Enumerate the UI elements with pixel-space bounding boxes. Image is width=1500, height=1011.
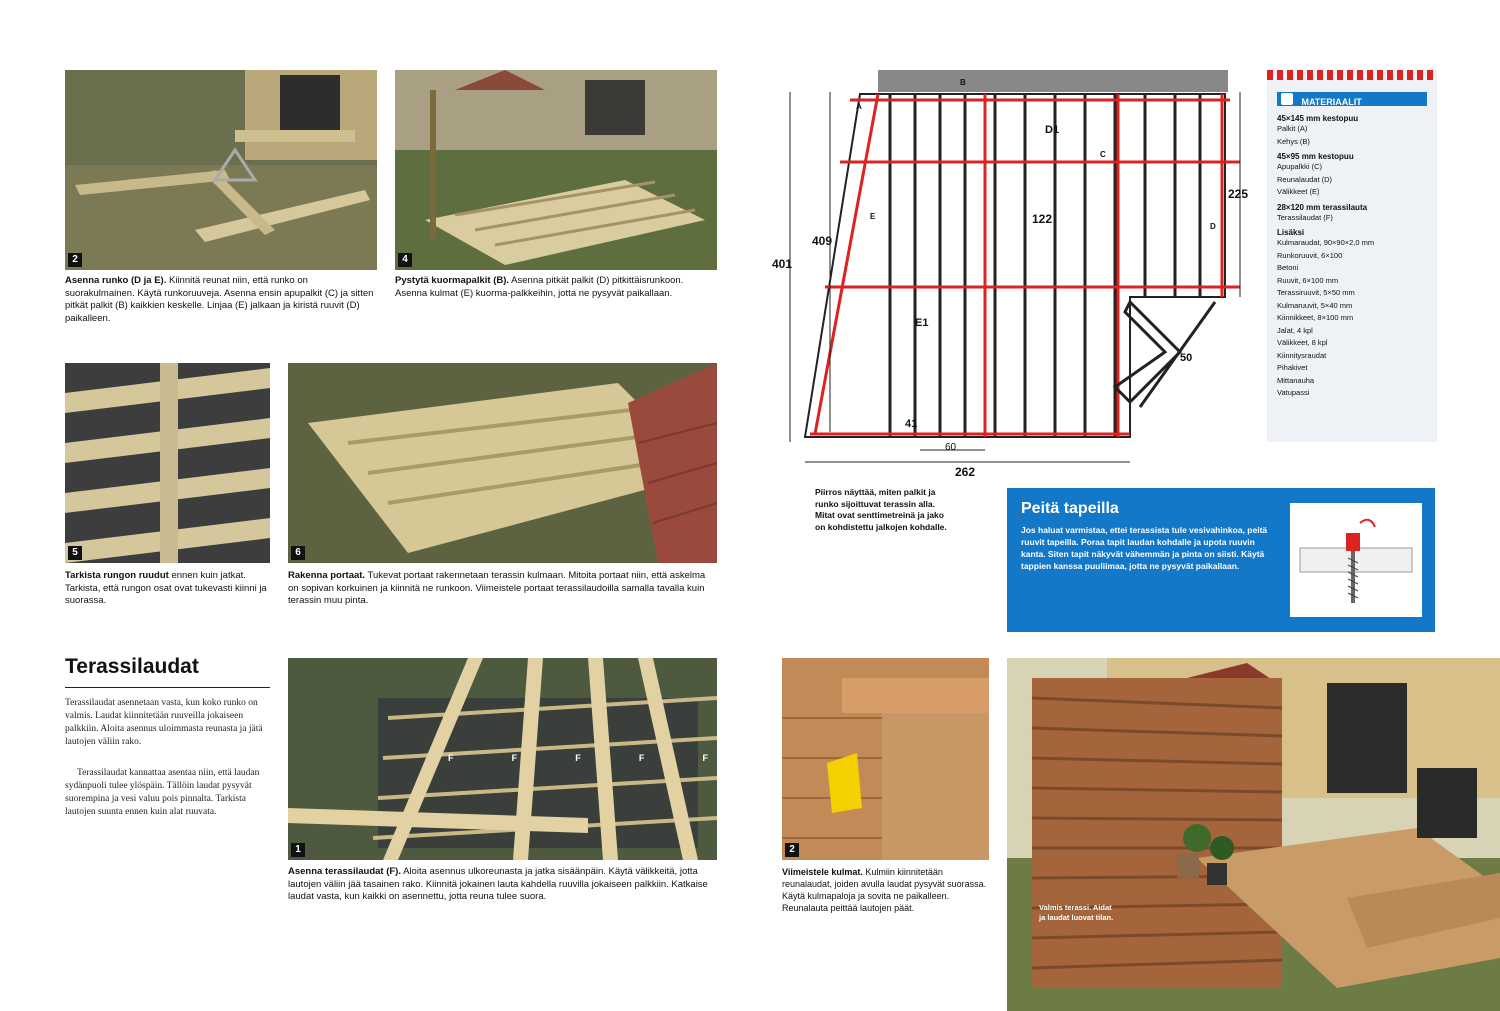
deck-labels bbox=[448, 753, 708, 773]
section-rule bbox=[65, 687, 270, 688]
materials-content bbox=[1277, 110, 1432, 400]
photo-frame-assembly bbox=[65, 70, 377, 270]
materials-item: Terassiruuvit, 5×50 mm bbox=[1277, 288, 1355, 297]
materials-group-list bbox=[1277, 212, 1432, 225]
diagram-note: Piirros näyttää, miten palkit ja runko sijoittuvat terassin alla. Mitat ovat senttimetreinä ja jako on kohdistettu jalkojen kohdalle. bbox=[815, 487, 947, 532]
caption-4 bbox=[395, 275, 717, 300]
photo-load-beams bbox=[395, 70, 717, 270]
deck-label: F bbox=[511, 753, 518, 763]
materials-item: Kulmaruuvit, 5×40 mm bbox=[1277, 300, 1353, 310]
caption-2b bbox=[782, 866, 989, 914]
caption-2 bbox=[65, 275, 377, 325]
materials-item: Kiinnikkeet, 8×100 mm bbox=[1277, 313, 1354, 322]
letter-C: C bbox=[1100, 150, 1106, 159]
materials-item: Palkit (A) bbox=[1277, 124, 1308, 133]
materials-item: Mittanauha bbox=[1277, 375, 1315, 385]
stairs-photo-illustration bbox=[288, 363, 717, 563]
deck-label: F bbox=[702, 753, 708, 763]
section-paragraph-1: Terassilaudat asennetaan vasta, kun koko runko on valmis. Laudat kiinnitetään ruuveilla jokaiseen palkkiin. Aloita asennus uloimmasta reunasta ja jätä lautojen väliin rako. bbox=[65, 698, 263, 747]
letter-E: E bbox=[870, 212, 876, 221]
materials-item: Terassilaudat (F) bbox=[1277, 212, 1333, 222]
materials-item: Välikkeet, 8 kpl bbox=[1277, 338, 1328, 347]
screw-plug-icon bbox=[1290, 503, 1422, 617]
photo-number: 1 bbox=[291, 843, 305, 857]
materials-item: Runkoruuvit, 6×100 bbox=[1277, 250, 1343, 260]
tip-body: Jos haluat varmistaa, ettei terassista tule vesivahinkoa, peitä ruuvit tapeilla. Poraa tapit laudan kohdalle ja upota ruuvin kanta. Siten tapit näkyvät vähemmän ja pinta on siisti. Käytä tappien kanssa puuliimaa, jotta ne pysyvät paikallaan. bbox=[1021, 525, 1268, 571]
caption-4-bold: Pystytä kuormapalkit (B). bbox=[395, 275, 510, 286]
materials-group-head: 28×120 mm terassilauta bbox=[1277, 202, 1368, 212]
materials-item: Ruuvit, 6×100 mm bbox=[1277, 275, 1339, 285]
dim-total-width: 262 bbox=[955, 465, 976, 479]
caption-6-text: Tukevat portaat rakennetaan terassin kulmaan. Mitoita portaat niin, että askelma on sopivan korkuinen ja kiinnitä ne runkoon. Viimeistele portaat terassilaudoilla samalla tavalla kuin terassin muu pinta. bbox=[288, 570, 706, 606]
caption-5-text: ennen kuin jatkat. Tarkista, että rungon osat ovat tukevasti kiinni ja suorassa. bbox=[65, 570, 267, 606]
dim-diag-depth: 409 bbox=[812, 234, 833, 248]
frame-plan-diagram bbox=[770, 62, 1255, 482]
dim-spacing: 41 bbox=[905, 418, 918, 430]
zigzag-border bbox=[1267, 70, 1437, 80]
letter-A: A bbox=[856, 102, 862, 111]
materials-item: Reunalaudat (D) bbox=[1277, 174, 1333, 184]
deck-label: F bbox=[638, 753, 645, 763]
dim-overall-depth: 401 bbox=[772, 257, 793, 271]
materials-item: Välikkeet (E) bbox=[1277, 187, 1320, 196]
tip-box bbox=[1007, 488, 1435, 632]
section-paragraph-2: Terassilaudat kannattaa asentaa niin, että laudan sydänpuoli tulee ylöspäin. Tällöin laudat pysyvät suorempina ja vesi valuu pois pinnalta. Tarkista lautojen suunta ennen kuin alat ruuvata. bbox=[65, 768, 260, 817]
materials-group-head: 45×145 mm kestopuu bbox=[1277, 114, 1359, 123]
caption-6-bold: Rakenna portaat. bbox=[288, 570, 366, 581]
tip-illustration bbox=[1290, 503, 1422, 617]
caption-2-text: Kiinnitä reunat niin, että runko on suorakulmainen. Käytä runkoruuveja. Asenna ensin apupalkit (C) ja sitten pitkät palkit (B) kaikkien keskelle. Linjaa (E) jalkaan ja kiristä ruuvit (D) paikalleen. bbox=[65, 275, 374, 324]
caption-6 bbox=[288, 570, 717, 608]
dim-right-height: 225 bbox=[1228, 187, 1249, 201]
materials-group-list bbox=[1277, 123, 1432, 148]
materials-item: Kulmaraudat, 90×90×2,0 mm bbox=[1277, 238, 1375, 247]
deck-label: F bbox=[448, 753, 454, 763]
photo-number: 4 bbox=[398, 253, 412, 267]
materials-title: MATERIAALIT bbox=[1301, 97, 1362, 107]
photo-number: 6 bbox=[291, 546, 305, 560]
caption-1-text: Aloita asennus ulkoreunasta ja jatka sisäänpäin. Käytä välikkeitä, jotta lautojen väliin jää tasainen rako. Kiinnitä jokainen lauta kahdella ruuvilla jokaiseen palkkiin. Katkaise laudat vasta, kun kaikki on asennettu, jotta reuna tulee suora. bbox=[288, 866, 708, 902]
dim-inner-span: 122 bbox=[1032, 212, 1053, 226]
materials-item: Jalat, 4 kpl bbox=[1277, 325, 1313, 335]
dim-bottom-small: 60 bbox=[945, 442, 957, 453]
materials-item: Apupalkki (C) bbox=[1277, 162, 1323, 171]
letter-E1: E1 bbox=[915, 317, 929, 329]
materials-header bbox=[1277, 92, 1427, 106]
materials-group-list bbox=[1277, 237, 1432, 400]
materials-group-head: 45×95 mm kestopuu bbox=[1277, 152, 1354, 161]
final-photo-caption: Valmis terassi. Aidat ja laudat luovat tilan. bbox=[1039, 903, 1114, 922]
letter-D: D bbox=[1210, 222, 1216, 231]
photo-number: 2 bbox=[68, 253, 82, 267]
letter-D1: D1 bbox=[1045, 124, 1060, 136]
caption-1 bbox=[288, 866, 717, 904]
photo-frame-check bbox=[65, 363, 270, 563]
caption-5 bbox=[65, 570, 270, 608]
photo-number: 2 bbox=[785, 843, 799, 857]
materials-item: Vatupassi bbox=[1277, 388, 1310, 397]
load-beams-photo-illustration bbox=[395, 70, 717, 270]
materials-group-head: Lisäksi bbox=[1277, 228, 1305, 237]
letter-B: B bbox=[960, 78, 966, 87]
materials-item: Kehys (B) bbox=[1277, 136, 1310, 146]
corner-detail-illustration bbox=[782, 658, 989, 860]
tip-title: Peitä tapeilla bbox=[1021, 500, 1119, 517]
photo-deck-boards bbox=[288, 658, 717, 860]
photo-finished-deck bbox=[1007, 658, 1500, 1011]
caption-5-bold: Tarkista rungon ruudut bbox=[65, 570, 169, 581]
materials-icon bbox=[1281, 93, 1293, 105]
caption-4-text: Asenna pitkät palkit (D) pitkittäisrunkoon. Asenna kulmat (E) kuorma-palkkeihin, jotta ne pysyvät paikallaan. bbox=[395, 275, 684, 299]
dim-stair: 50 bbox=[1180, 352, 1193, 364]
caption-2b-bold: Viimeistele kulmat. bbox=[782, 867, 863, 877]
frame-check-illustration bbox=[65, 363, 270, 563]
photo-number: 5 bbox=[68, 546, 82, 560]
materials-item: Betoni bbox=[1277, 263, 1299, 272]
materials-box bbox=[1267, 70, 1437, 442]
photo-corner-detail bbox=[782, 658, 989, 860]
materials-group-list bbox=[1277, 161, 1432, 199]
frame-plan-svg bbox=[770, 62, 1255, 482]
photo-stairs bbox=[288, 363, 717, 563]
materials-item: Kiinnitysraudat bbox=[1277, 350, 1327, 360]
caption-2-bold: Asenna runko (D ja E). bbox=[65, 275, 167, 286]
deck-label: F bbox=[575, 753, 581, 763]
caption-1-bold: Asenna terassilaudat (F). bbox=[288, 866, 401, 877]
section-title: Terassilaudat bbox=[65, 655, 199, 678]
finished-deck-illustration bbox=[1007, 658, 1500, 1011]
caption-2b-text: Kulmiin kiinnitetään reunalaudat, joiden avulla laudat pysyvät suorassa. Käytä kulmapaloja ja sovita ne paikalleen. Reunalauta peittää lautojen päät. bbox=[782, 867, 987, 913]
frame-photo-illustration bbox=[65, 70, 377, 270]
materials-item: Pihakivet bbox=[1277, 363, 1308, 372]
